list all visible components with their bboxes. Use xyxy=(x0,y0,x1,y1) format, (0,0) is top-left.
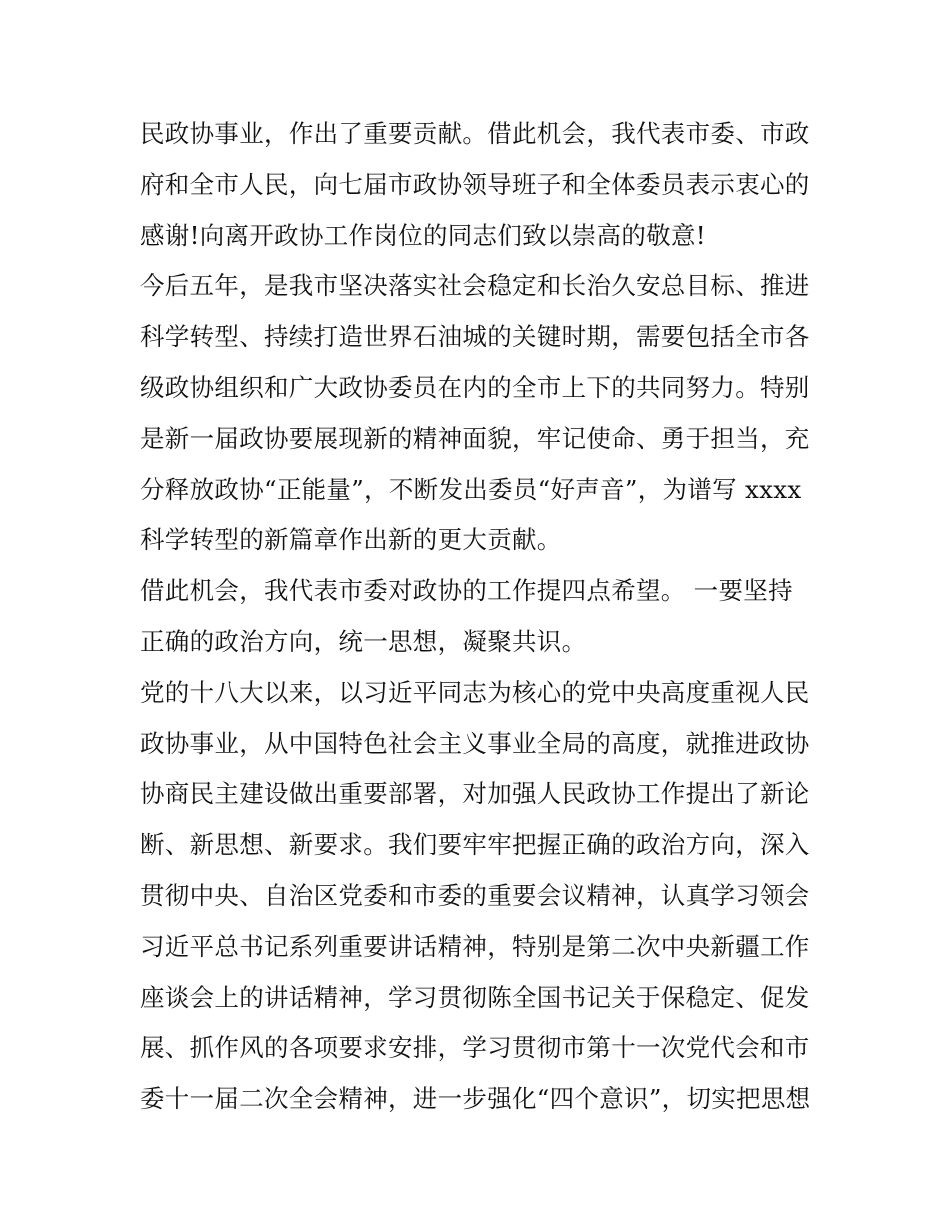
text-line: 科学转型、持续打造世界石油城的关键时期，需要包括全市各 xyxy=(140,322,810,352)
text-line: 民政协事业，作出了重要贡献。借此机会，我代表市委、市政 xyxy=(140,119,810,148)
text-line: 协商民主建设做出重要部署，对加强人民政协工作提出了新论 xyxy=(140,779,810,809)
text-line: 正确的政治方向，统一思想，凝聚共识。 xyxy=(140,626,587,656)
text-line: 级政协组织和广大政协委员在内的全市上下的共同努力。特别 xyxy=(140,372,810,402)
text-line: 习近平总书记系列重要讲话精神，特别是第二次中央新疆工作 xyxy=(140,931,810,961)
text-line: 党的十八大以来，以习近平同志为核心的党中央高度重视人民 xyxy=(140,677,810,707)
text-line: 断、新思想、新要求。我们要牢牢把握正确的政治方向，深入 xyxy=(140,830,810,860)
text-line: 借此机会，我代表市委对政协的工作提四点希望。 一要坚持 xyxy=(140,576,793,606)
text-line: 今后五年，是我市坚决落实社会稳定和长治久安总目标、推进 xyxy=(140,271,810,301)
text-line: 贯彻中央、自治区党委和市委的重要会议精神，认真学习领会 xyxy=(140,880,810,910)
text-line: 府和全市人民，向七届市政协领导班子和全体委员表示衷心的 xyxy=(140,169,810,199)
text-line: 政协事业，从中国特色社会主义事业全局的高度，就推进政协 xyxy=(140,728,810,758)
document-body xyxy=(140,109,820,1125)
text-line: 展、抓作风的各项要求安排，学习贯彻市第十一次党代会和市 xyxy=(140,1033,810,1063)
text-line: 委十一届二次全会精神，进一步强化“四个意识”，切实把思想 xyxy=(140,1084,811,1114)
text-line: 科学转型的新篇章作出新的更大贡献。 xyxy=(140,525,562,555)
text-line: 感谢!向离开政协工作岗位的同志们致以崇高的敬意! xyxy=(140,220,706,250)
text-line: 座谈会上的讲话精神，学习贯彻陈全国书记关于保稳定、促发 xyxy=(140,982,810,1012)
text-line: 是新一届政协要展现新的精神面貌，牢记使命、勇于担当，充 xyxy=(140,423,810,453)
text-line: 分释放政协“正能量”，不断发出委员“好声音”，为谱写 xxxx xyxy=(140,474,802,504)
